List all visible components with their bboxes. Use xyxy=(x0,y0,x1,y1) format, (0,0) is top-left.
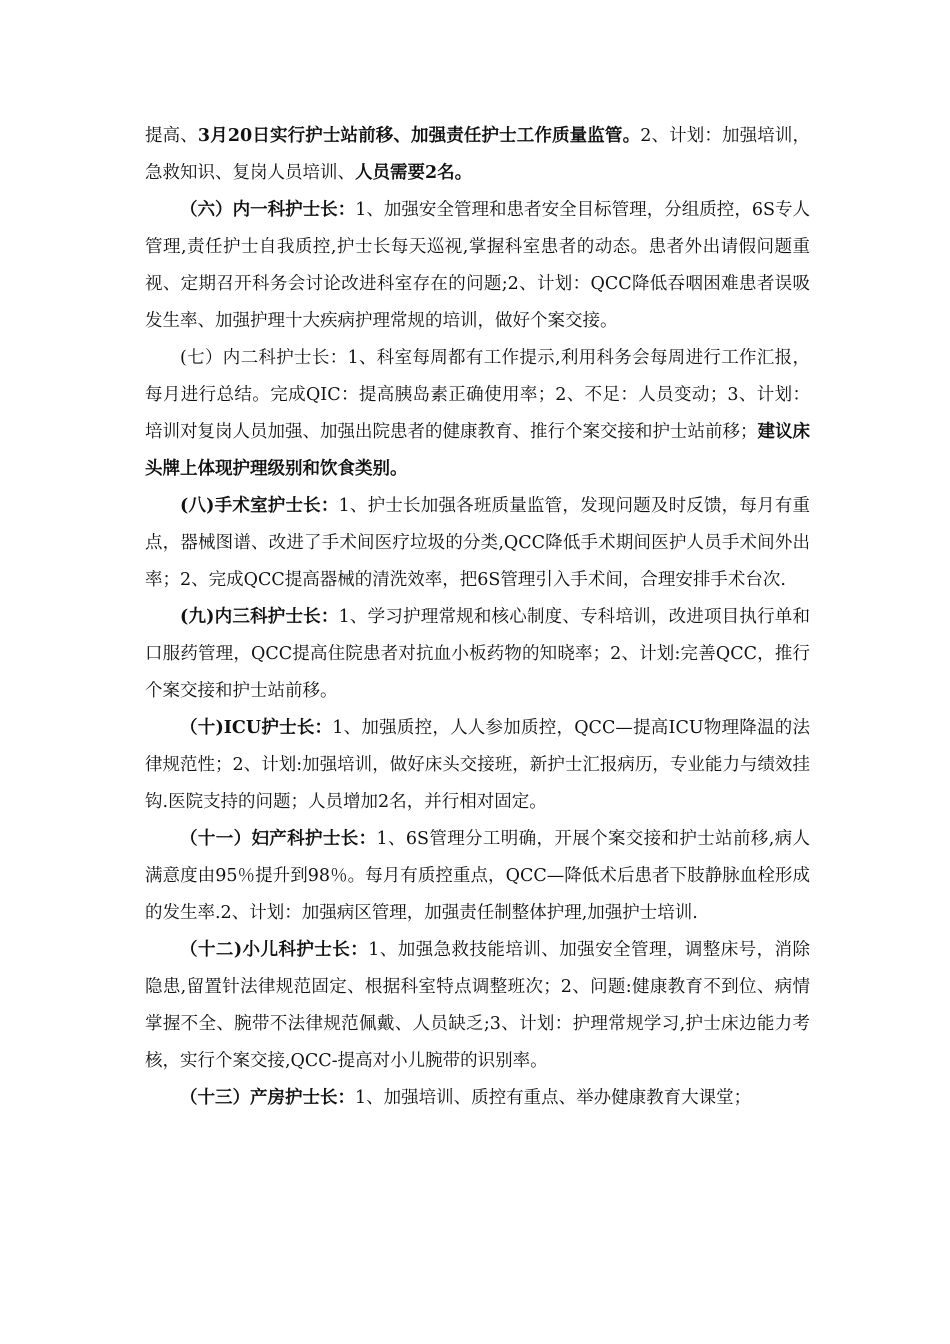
document-body xyxy=(145,118,810,1117)
section-heading: （十)ICU护士长： xyxy=(180,718,333,738)
text-segment: (七）内二科护士长：1、科室每周都有工作提示,利用科务会每周进行工作汇报，每月进行总结。完成QIC：提高胰岛素正确使用率；2、不足：人员变动；3、计划：培训对复岗人员加强、加强出院患者的健康教育、推行个案交接和护士站前移； xyxy=(145,348,810,442)
text-segment: 2、计划：加强培训，急救知识、复岗人员培训、 xyxy=(145,126,811,183)
paragraph-neiyike xyxy=(145,192,810,340)
text-segment-bold: 3月20日实行护士站前移、加强责任护士工作质量监管。 xyxy=(197,126,641,146)
text-segment: 1、加强质控，人人参加质控，QCC—提高ICU物理降温的法律规范性；2、计划:加强培训，做好床头交接班，新护士汇报病历，专业能力与绩效挂钩.医院支持的问题；人员增加2名，并行相对固定。 xyxy=(145,718,810,812)
text-segment: 1、加强培训、质控有重点、举办健康教育大课堂； xyxy=(355,1088,752,1108)
text-segment-bold: 人员需要2名。 xyxy=(355,163,473,183)
section-heading: （六）内一科护士长： xyxy=(180,200,356,220)
section-heading: （十一）妇产科护士长： xyxy=(180,829,377,849)
paragraph-shoushushi xyxy=(145,488,810,599)
text-segment: 1、加强安全管理和患者安全目标管理，分组质控，6S专人管理,责任护士自我质控,护士长每天巡视,掌握科室患者的动态。患者外出请假问题重视、定期召开科务会讨论改进科室存在的问题;2、计划：QCC降低吞咽困难患者误吸发生率、加强护理十大疾病护理常规的培训，做好个案交接。 xyxy=(145,200,810,331)
text-segment: 提高、 xyxy=(145,126,198,146)
section-heading: （十三）产房护士长： xyxy=(180,1088,355,1108)
section-heading: (九)内三科护士长： xyxy=(180,607,339,627)
paragraph-icu xyxy=(145,710,810,821)
section-heading: （十二)小儿科护士长： xyxy=(180,940,369,960)
paragraph-fuchanke xyxy=(145,821,810,932)
paragraph-xiaoerke xyxy=(145,932,810,1080)
text-segment: 1、6S管理分工明确，开展个案交接和护士站前移,病人满意度由95％提升到98％。每月有质控重点，QCC—降低术后患者下肢静脉血栓形成的发生率.2、计划：加强病区管理，加强责任制整体护理,加强护士培训. xyxy=(145,829,810,923)
paragraph-neierke xyxy=(145,340,810,488)
section-heading: (八)手术室护士长： xyxy=(180,496,339,516)
text-segment-bold: 建议床头牌上体现护理级别和饮食类别。 xyxy=(145,422,810,479)
paragraph-continuation xyxy=(145,118,810,192)
paragraph-neisanke xyxy=(145,599,810,710)
text-segment: 1、护士长加强各班质量监管，发现问题及时反馈，每月有重点，器械图谱、改进了手术间医疗垃圾的分类,QCC降低手术期间医护人员手术间外出率；2、完成QCC提高器械的清洗效率，把6S管理引入手术间，合理安排手术台次. xyxy=(145,496,810,590)
text-segment: 1、学习护理常规和核心制度、专科培训，改进项目执行单和口服药管理，QCC提高住院患者对抗血小板药物的知晓率；2、计划:完善QCC，推行个案交接和护士站前移。 xyxy=(145,607,810,701)
paragraph-chanfang xyxy=(145,1080,810,1117)
text-segment: 1、加强急救技能培训、加强安全管理，调整床号，消除隐患,留置针法律规范固定、根据科室特点调整班次；2、问题:健康教育不到位、病情掌握不全、腕带不法律规范佩戴、人员缺乏;3、计划：护理常规学习,护士床边能力考核，实行个案交接,QCC-提高对小儿腕带的识别率。 xyxy=(145,940,811,1071)
